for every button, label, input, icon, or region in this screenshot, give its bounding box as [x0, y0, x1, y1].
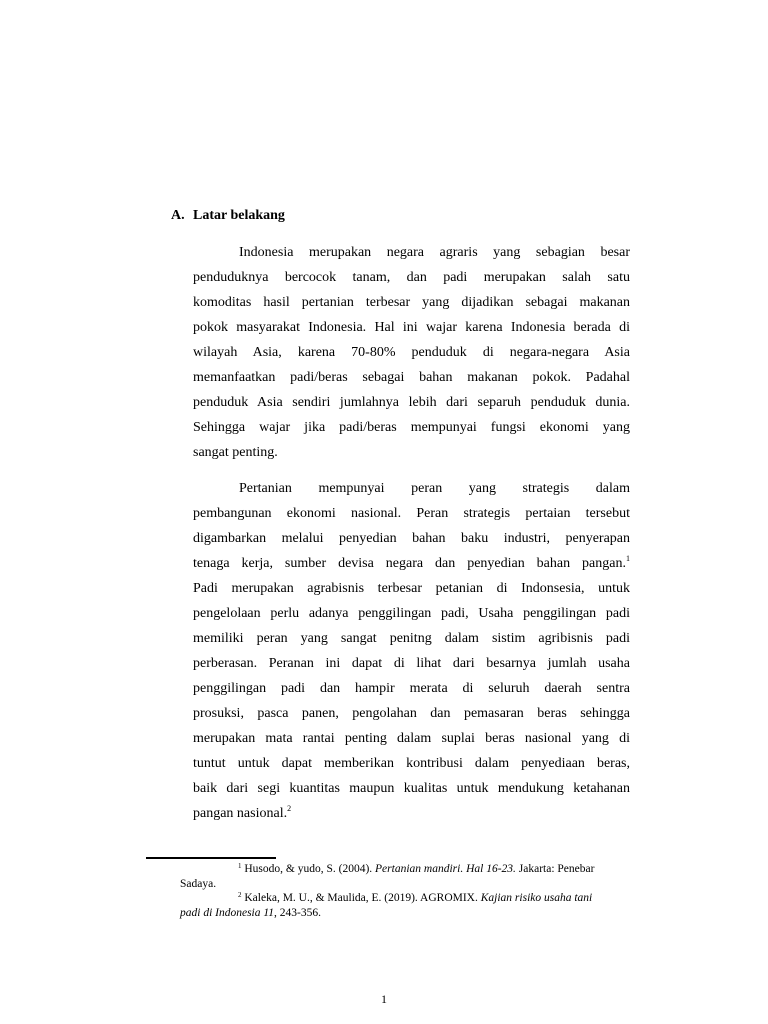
footnotes [180, 862, 638, 920]
section-number: A. [171, 208, 185, 223]
paragraph-2 [193, 476, 630, 826]
paragraph-line: tuntut untuk dapat memberikan kontribusi dalam penyediaan beras, [193, 756, 630, 771]
footnote-title: Pertanian mandiri. Hal 16-23. [375, 863, 516, 875]
paragraph-line: pokok masyarakat Indonesia. Hal ini wajar karena Indonesia berada di [193, 320, 630, 335]
paragraph-line: komoditas hasil pertanian terbesar yang dijadikan sebagai makanan [193, 295, 630, 310]
paragraph-line-with-ref [193, 801, 630, 826]
paragraph-line: pengelolaan perlu adanya penggilingan padi, Usaha penggilingan padi [193, 606, 630, 621]
paragraph-line: penggilingan padi dan hampir merata di seluruh daerah sentra [193, 681, 630, 696]
paragraph-line: memanfaatkan padi/beras sebagai bahan makanan pokok. Padahal [193, 370, 630, 385]
footnote-separator [146, 857, 276, 859]
paragraph-line: digambarkan melalui penyedian bahan baku industri, penyerapan [193, 531, 630, 546]
paragraph-line: baik dari segi kuantitas maupun kualitas untuk mendukung ketahanan [193, 781, 630, 796]
paragraph-line-text: pangan nasional. [193, 806, 288, 821]
paragraph-line: Sehingga wajar jika padi/beras mempunyai fungsi ekonomi yang [193, 420, 630, 435]
paragraph-line: pembangunan ekonomi nasional. Peran strategis pertaian tersebut [193, 506, 630, 521]
paragraph-line: penduduknya bercocok tanam, dan padi merupakan salah satu [193, 270, 630, 285]
paragraph-line: perberasan. Peranan ini dapat di lihat dari besarnya jumlah usaha [193, 656, 630, 671]
footnote-authors: Kaleka, M. U., & Maulida, E. (2019). AGROMIX. [244, 892, 481, 904]
footnote-mark: 2 [238, 891, 242, 899]
footnote-authors: Husodo, & yudo, S. (2004). [244, 863, 376, 875]
footnote-ref-1: 1 [626, 554, 630, 563]
footnote-2 [180, 891, 638, 906]
paragraph-line: Pertanian mempunyai peran yang strategis dalam [239, 481, 630, 496]
paragraph-line: sangat penting. [193, 445, 278, 460]
paragraph-line-text: tenaga kerja, sumber devisa negara dan penyedian bahan pangan. [193, 556, 626, 571]
footnote-1-continued: Sadaya. [180, 877, 217, 890]
paragraph-line: Indonesia merupakan negara agraris yang sebagian besar [239, 245, 630, 260]
paragraph-line: memiliki peran yang sangat penitng dalam sistim agribisnis padi [193, 631, 630, 646]
section-title: Latar belakang [193, 208, 285, 223]
section-heading [171, 207, 285, 225]
footnote-ref-2: 2 [287, 804, 292, 813]
footnote-2-continued [180, 906, 638, 921]
footnote-title: Kajian risiko usaha tani [480, 892, 593, 904]
paragraph-line: Padi merupakan agrabisnis terbesar petanian di Indonsesia, untuk [193, 581, 630, 596]
page-number: 1 [381, 992, 387, 1006]
footnote-publisher: Jakarta: Penebar [515, 863, 595, 875]
footnote-1 [180, 862, 638, 877]
paragraph-1 [193, 240, 630, 465]
paragraph-line: penduduk Asia sendiri jumlahnya lebih dari separuh penduduk dunia. [193, 395, 630, 410]
paragraph-line: merupakan mata rantai penting dalam suplai beras nasional yang di [193, 731, 630, 746]
paragraph-line-with-ref [193, 551, 630, 576]
footnote-title-continued: padi di Indonesia 11 [180, 906, 275, 919]
footnote-pages: , 243-356. [274, 906, 321, 919]
footnote-mark: 1 [238, 862, 242, 870]
paragraph-line: prosuksi, pasca panen, pengolahan dan pemasaran beras sehingga [193, 706, 630, 721]
paragraph-line: wilayah Asia, karena 70-80% penduduk di negara-negara Asia [193, 345, 630, 360]
